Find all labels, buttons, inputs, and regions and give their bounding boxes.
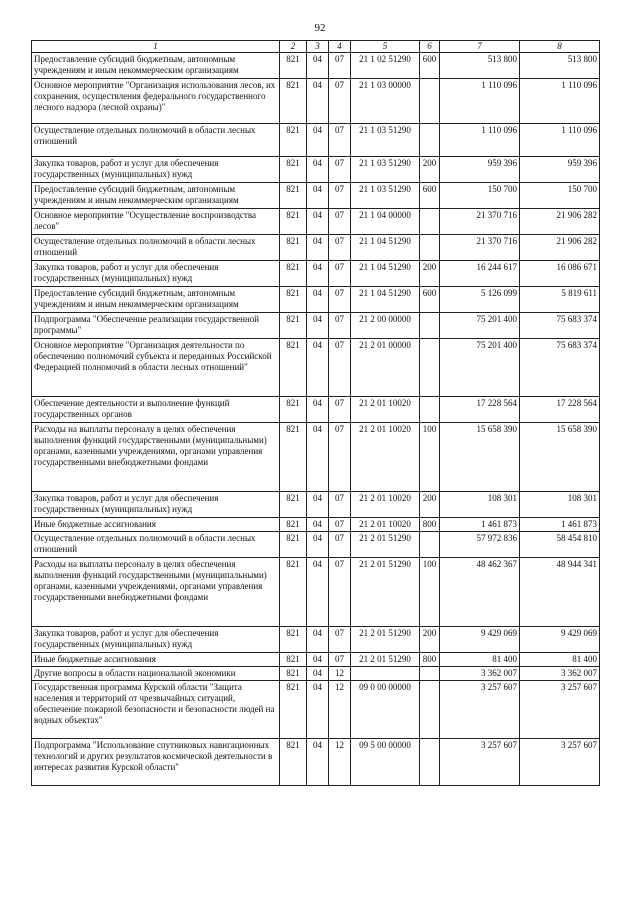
expense-type-cell: 100 <box>420 558 440 627</box>
expense-name-cell: Предоставление субсидий бюджетным, автономным учреждениям и иным некоммерческим организациям <box>32 183 280 209</box>
amount-year1-cell: 15 658 390 <box>440 423 520 492</box>
target-article-cell: 21 2 00 00000 <box>351 313 420 339</box>
subsection-code-cell: 07 <box>329 183 351 209</box>
target-article-cell: 21 1 02 51290 <box>351 53 420 79</box>
section-code-cell: 04 <box>307 53 329 79</box>
table-row <box>32 397 600 423</box>
amount-year2-cell: 16 086 671 <box>520 261 600 287</box>
section-code-cell: 04 <box>307 532 329 558</box>
amount-year1-cell: 9 429 069 <box>440 627 520 653</box>
expense-name-cell: Расходы на выплаты персоналу в целях обеспечения выполнения функций государственными (муниципальными) органами, казенными учреждениями, органами управления государственными внебюджетными фондами <box>32 423 280 492</box>
expense-name-cell: Закупка товаров, работ и услуг для обеспечения государственных (муниципальных) нужд <box>32 627 280 653</box>
expense-name-cell: Основное мероприятие "Осуществление воспроизводства лесов" <box>32 209 280 235</box>
section-code-cell: 04 <box>307 287 329 313</box>
header-cell: 2 <box>280 41 307 53</box>
subsection-code-cell: 07 <box>329 287 351 313</box>
amount-year2-cell: 17 228 564 <box>520 397 600 423</box>
expense-type-cell <box>420 681 440 739</box>
amount-year2-cell: 1 110 096 <box>520 124 600 157</box>
amount-year2-cell: 21 906 282 <box>520 209 600 235</box>
expense-type-cell: 600 <box>420 287 440 313</box>
target-article-cell: 21 1 04 00000 <box>351 209 420 235</box>
table-row <box>32 423 600 492</box>
header-cell: 8 <box>520 41 600 53</box>
amount-year1-cell: 21 370 716 <box>440 209 520 235</box>
expense-type-cell: 200 <box>420 492 440 518</box>
target-article-cell: 21 1 03 00000 <box>351 79 420 124</box>
grbs-code-cell: 821 <box>280 53 307 79</box>
grbs-code-cell: 821 <box>280 79 307 124</box>
section-code-cell: 04 <box>307 558 329 627</box>
expense-type-cell <box>420 667 440 681</box>
target-article-cell: 21 2 01 51290 <box>351 627 420 653</box>
section-code-cell: 04 <box>307 518 329 532</box>
amount-year2-cell: 1 461 873 <box>520 518 600 532</box>
section-code-cell: 04 <box>307 235 329 261</box>
amount-year2-cell: 3 257 607 <box>520 681 600 739</box>
amount-year1-cell: 1 110 096 <box>440 79 520 124</box>
expense-name-cell: Основное мероприятие "Организация деятельности по обеспечению полномочий субъекта и переданных Российской Федерацией полномочий в области лесных отношений" <box>32 339 280 397</box>
expense-type-cell: 600 <box>420 183 440 209</box>
table-row <box>32 235 600 261</box>
target-article-cell: 21 2 01 51290 <box>351 532 420 558</box>
table-row <box>32 492 600 518</box>
grbs-code-cell: 821 <box>280 492 307 518</box>
subsection-code-cell: 07 <box>329 313 351 339</box>
expense-type-cell <box>420 313 440 339</box>
section-code-cell: 04 <box>307 339 329 397</box>
expense-type-cell: 200 <box>420 261 440 287</box>
amount-year1-cell: 1 461 873 <box>440 518 520 532</box>
expense-name-cell: Другие вопросы в области национальной экономики <box>32 667 280 681</box>
subsection-code-cell: 12 <box>329 681 351 739</box>
target-article-cell: 21 2 01 51290 <box>351 653 420 667</box>
amount-year1-cell: 3 257 607 <box>440 739 520 786</box>
expense-name-cell: Предоставление субсидий бюджетным, автономным учреждениям и иным некоммерческим организациям <box>32 287 280 313</box>
header-cell: 5 <box>351 41 420 53</box>
subsection-code-cell: 07 <box>329 558 351 627</box>
amount-year1-cell: 75 201 400 <box>440 313 520 339</box>
section-code-cell: 04 <box>307 667 329 681</box>
amount-year1-cell: 17 228 564 <box>440 397 520 423</box>
subsection-code-cell: 07 <box>329 79 351 124</box>
amount-year1-cell: 150 700 <box>440 183 520 209</box>
expense-type-cell <box>420 739 440 786</box>
expense-name-cell: Закупка товаров, работ и услуг для обеспечения государственных (муниципальных) нужд <box>32 492 280 518</box>
amount-year1-cell: 48 462 367 <box>440 558 520 627</box>
target-article-cell: 21 1 04 51290 <box>351 235 420 261</box>
section-code-cell: 04 <box>307 492 329 518</box>
target-article-cell: 21 2 01 10020 <box>351 397 420 423</box>
section-code-cell: 04 <box>307 157 329 183</box>
grbs-code-cell: 821 <box>280 518 307 532</box>
amount-year2-cell: 3 362 007 <box>520 667 600 681</box>
table-row <box>32 124 600 157</box>
expense-name-cell: Осуществление отдельных полномочий в области лесных отношений <box>32 532 280 558</box>
grbs-code-cell: 821 <box>280 313 307 339</box>
subsection-code-cell: 12 <box>329 739 351 786</box>
expense-type-cell <box>420 209 440 235</box>
grbs-code-cell: 821 <box>280 183 307 209</box>
amount-year2-cell: 150 700 <box>520 183 600 209</box>
expense-name-cell: Государственная программа Курской области "Защита населения и территорий от чрезвычайных ситуаций, обеспечение пожарной безопасности и безопасности людей на водных объектах" <box>32 681 280 739</box>
table-row <box>32 339 600 397</box>
table-row <box>32 518 600 532</box>
amount-year1-cell: 108 301 <box>440 492 520 518</box>
expense-type-cell <box>420 235 440 261</box>
expense-type-cell: 100 <box>420 423 440 492</box>
amount-year1-cell: 1 110 096 <box>440 124 520 157</box>
subsection-code-cell: 07 <box>329 209 351 235</box>
expense-name-cell: Расходы на выплаты персоналу в целях обеспечения выполнения функций государственными (муниципальными) органами, казенными учреждениями, органами управления государственными внебюджетными фондами <box>32 558 280 627</box>
table-row <box>32 157 600 183</box>
amount-year2-cell: 513 800 <box>520 53 600 79</box>
expense-type-cell: 600 <box>420 53 440 79</box>
grbs-code-cell: 821 <box>280 157 307 183</box>
table-row <box>32 79 600 124</box>
expense-type-cell: 800 <box>420 653 440 667</box>
expense-type-cell: 800 <box>420 518 440 532</box>
amount-year2-cell: 5 819 611 <box>520 287 600 313</box>
table-row <box>32 653 600 667</box>
table-row <box>32 667 600 681</box>
amount-year1-cell: 16 244 617 <box>440 261 520 287</box>
budget-table <box>31 40 600 786</box>
subsection-code-cell: 07 <box>329 235 351 261</box>
target-article-cell: 21 2 01 10020 <box>351 423 420 492</box>
grbs-code-cell: 821 <box>280 397 307 423</box>
expense-name-cell: Основное мероприятие "Организация использования лесов, их сохранения, осуществления федерального государственного лесного надзора (лесной охраны)" <box>32 79 280 124</box>
grbs-code-cell: 821 <box>280 532 307 558</box>
subsection-code-cell: 07 <box>329 518 351 532</box>
section-code-cell: 04 <box>307 313 329 339</box>
subsection-code-cell: 07 <box>329 653 351 667</box>
amount-year1-cell: 3 362 007 <box>440 667 520 681</box>
expense-name-cell: Иные бюджетные ассигнования <box>32 518 280 532</box>
table-row <box>32 53 600 79</box>
amount-year1-cell: 81 400 <box>440 653 520 667</box>
amount-year1-cell: 57 972 836 <box>440 532 520 558</box>
amount-year1-cell: 75 201 400 <box>440 339 520 397</box>
expense-name-cell: Осуществление отдельных полномочий в области лесных отношений <box>32 235 280 261</box>
subsection-code-cell: 07 <box>329 157 351 183</box>
target-article-cell: 21 1 03 51290 <box>351 124 420 157</box>
target-article-cell: 21 1 04 51290 <box>351 287 420 313</box>
table-row <box>32 313 600 339</box>
amount-year1-cell: 5 126 099 <box>440 287 520 313</box>
table-row <box>32 739 600 786</box>
grbs-code-cell: 821 <box>280 681 307 739</box>
section-code-cell: 04 <box>307 653 329 667</box>
grbs-code-cell: 821 <box>280 209 307 235</box>
table-row <box>32 532 600 558</box>
table-row <box>32 627 600 653</box>
grbs-code-cell: 821 <box>280 235 307 261</box>
amount-year2-cell: 81 400 <box>520 653 600 667</box>
grbs-code-cell: 821 <box>280 339 307 397</box>
subsection-code-cell: 07 <box>329 261 351 287</box>
expense-type-cell <box>420 339 440 397</box>
amount-year2-cell: 3 257 607 <box>520 739 600 786</box>
amount-year2-cell: 1 110 096 <box>520 79 600 124</box>
table-row <box>32 209 600 235</box>
amount-year2-cell: 75 683 374 <box>520 339 600 397</box>
section-code-cell: 04 <box>307 681 329 739</box>
grbs-code-cell: 821 <box>280 287 307 313</box>
section-code-cell: 04 <box>307 627 329 653</box>
grbs-code-cell: 821 <box>280 739 307 786</box>
amount-year1-cell: 513 800 <box>440 53 520 79</box>
expense-name-cell: Подпрограмма "Использование спутниковых навигационных технологий и других результатов космической деятельности в интересах развития Курской области" <box>32 739 280 786</box>
header-row <box>32 41 600 53</box>
section-code-cell: 04 <box>307 261 329 287</box>
target-article-cell: 09 0 00 00000 <box>351 681 420 739</box>
expense-name-cell: Обеспечение деятельности и выполнение функций государственных органов <box>32 397 280 423</box>
grbs-code-cell: 821 <box>280 261 307 287</box>
subsection-code-cell: 07 <box>329 124 351 157</box>
section-code-cell: 04 <box>307 397 329 423</box>
subsection-code-cell: 12 <box>329 667 351 681</box>
expense-type-cell <box>420 79 440 124</box>
grbs-code-cell: 821 <box>280 558 307 627</box>
subsection-code-cell: 07 <box>329 423 351 492</box>
section-code-cell: 04 <box>307 423 329 492</box>
expense-name-cell: Закупка товаров, работ и услуг для обеспечения государственных (муниципальных) нужд <box>32 157 280 183</box>
grbs-code-cell: 821 <box>280 667 307 681</box>
subsection-code-cell: 07 <box>329 53 351 79</box>
amount-year2-cell: 9 429 069 <box>520 627 600 653</box>
table-row <box>32 558 600 627</box>
amount-year1-cell: 3 257 607 <box>440 681 520 739</box>
expense-type-cell <box>420 397 440 423</box>
subsection-code-cell: 07 <box>329 339 351 397</box>
target-article-cell: 21 2 01 10020 <box>351 492 420 518</box>
subsection-code-cell: 07 <box>329 627 351 653</box>
section-code-cell: 04 <box>307 79 329 124</box>
header-cell: 4 <box>329 41 351 53</box>
expense-type-cell: 200 <box>420 627 440 653</box>
table-row <box>32 261 600 287</box>
target-article-cell: 21 1 03 51290 <box>351 183 420 209</box>
table-body <box>32 53 600 786</box>
expense-type-cell: 200 <box>420 157 440 183</box>
expense-name-cell: Иные бюджетные ассигнования <box>32 653 280 667</box>
amount-year2-cell: 108 301 <box>520 492 600 518</box>
expense-type-cell <box>420 532 440 558</box>
amount-year2-cell: 48 944 341 <box>520 558 600 627</box>
section-code-cell: 04 <box>307 739 329 786</box>
target-article-cell: 21 2 01 10020 <box>351 518 420 532</box>
subsection-code-cell: 07 <box>329 492 351 518</box>
grbs-code-cell: 821 <box>280 653 307 667</box>
expense-name-cell: Предоставление субсидий бюджетным, автономным учреждениям и иным некоммерческим организациям <box>32 53 280 79</box>
table-row <box>32 287 600 313</box>
grbs-code-cell: 821 <box>280 124 307 157</box>
header-cell: 1 <box>32 41 280 53</box>
section-code-cell: 04 <box>307 209 329 235</box>
subsection-code-cell: 07 <box>329 532 351 558</box>
amount-year1-cell: 21 370 716 <box>440 235 520 261</box>
header-cell: 6 <box>420 41 440 53</box>
subsection-code-cell: 07 <box>329 397 351 423</box>
expense-name-cell: Осуществление отдельных полномочий в области лесных отношений <box>32 124 280 157</box>
amount-year2-cell: 75 683 374 <box>520 313 600 339</box>
amount-year2-cell: 21 906 282 <box>520 235 600 261</box>
section-code-cell: 04 <box>307 183 329 209</box>
grbs-code-cell: 821 <box>280 627 307 653</box>
target-article-cell: 21 2 01 51290 <box>351 558 420 627</box>
expense-name-cell: Закупка товаров, работ и услуг для обеспечения государственных (муниципальных) нужд <box>32 261 280 287</box>
expense-type-cell <box>420 124 440 157</box>
page-number: 92 <box>314 22 326 34</box>
header-cell: 7 <box>440 41 520 53</box>
table-row <box>32 681 600 739</box>
target-article-cell: 21 1 03 51290 <box>351 157 420 183</box>
grbs-code-cell: 821 <box>280 423 307 492</box>
amount-year2-cell: 58 454 810 <box>520 532 600 558</box>
amount-year2-cell: 959 396 <box>520 157 600 183</box>
target-article-cell <box>351 667 420 681</box>
expense-name-cell: Подпрограмма "Обеспечение реализации государственной программы" <box>32 313 280 339</box>
target-article-cell: 21 1 04 51290 <box>351 261 420 287</box>
target-article-cell: 09 5 00 00000 <box>351 739 420 786</box>
amount-year1-cell: 959 396 <box>440 157 520 183</box>
header-cell: 3 <box>307 41 329 53</box>
section-code-cell: 04 <box>307 124 329 157</box>
amount-year2-cell: 15 658 390 <box>520 423 600 492</box>
table-row <box>32 183 600 209</box>
target-article-cell: 21 2 01 00000 <box>351 339 420 397</box>
